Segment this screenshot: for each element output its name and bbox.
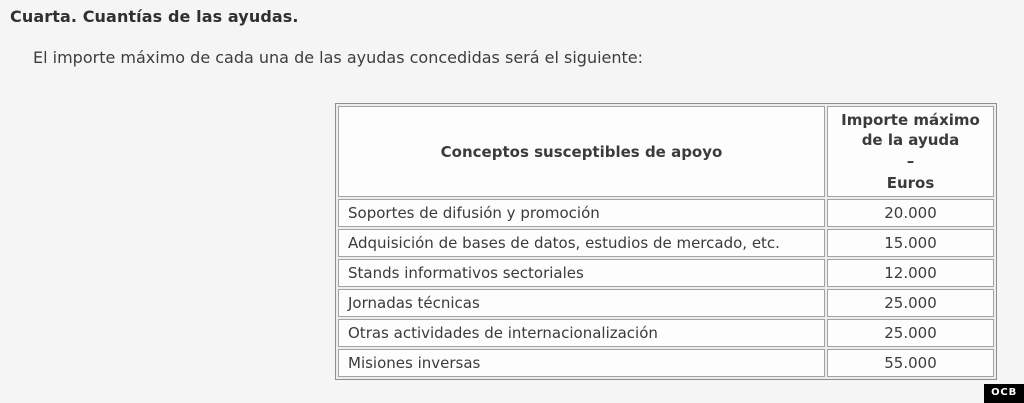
amount-cell: 12.000 xyxy=(827,259,994,287)
amount-cell: 15.000 xyxy=(827,229,994,257)
amount-cell: 20.000 xyxy=(827,199,994,227)
table-row xyxy=(338,349,994,377)
header-concepts: Conceptos susceptibles de apoyo xyxy=(338,106,825,197)
amount-cell: 25.000 xyxy=(827,289,994,317)
aid-amounts-table xyxy=(335,103,997,380)
concept-cell: Adquisición de bases de datos, estudios de mercado, etc. xyxy=(338,229,825,257)
table-row xyxy=(338,229,994,257)
amount-cell: 25.000 xyxy=(827,319,994,347)
header-amount-line1: Importe máximo de la ayuda xyxy=(841,110,980,150)
ocb-watermark-badge: OCB xyxy=(984,384,1024,403)
table-row xyxy=(338,289,994,317)
amount-cell: 55.000 xyxy=(827,349,994,377)
intro-text: El importe máximo de cada una de las ayudas concedidas será el siguiente: xyxy=(33,48,644,67)
header-amount xyxy=(827,106,994,197)
header-amount-dash: – xyxy=(906,152,915,171)
header-amount-unit: Euros xyxy=(886,173,935,192)
concept-cell: Soportes de difusión y promoción xyxy=(338,199,825,227)
concept-cell: Stands informativos sectoriales xyxy=(338,259,825,287)
table-header-row xyxy=(338,106,994,197)
table-row xyxy=(338,259,994,287)
concept-cell: Misiones inversas xyxy=(338,349,825,377)
table-row xyxy=(338,319,994,347)
concept-cell: Jornadas técnicas xyxy=(338,289,825,317)
table-row xyxy=(338,199,994,227)
section-heading: Cuarta. Cuantías de las ayudas. xyxy=(10,7,299,26)
concept-cell: Otras actividades de internacionalización xyxy=(338,319,825,347)
